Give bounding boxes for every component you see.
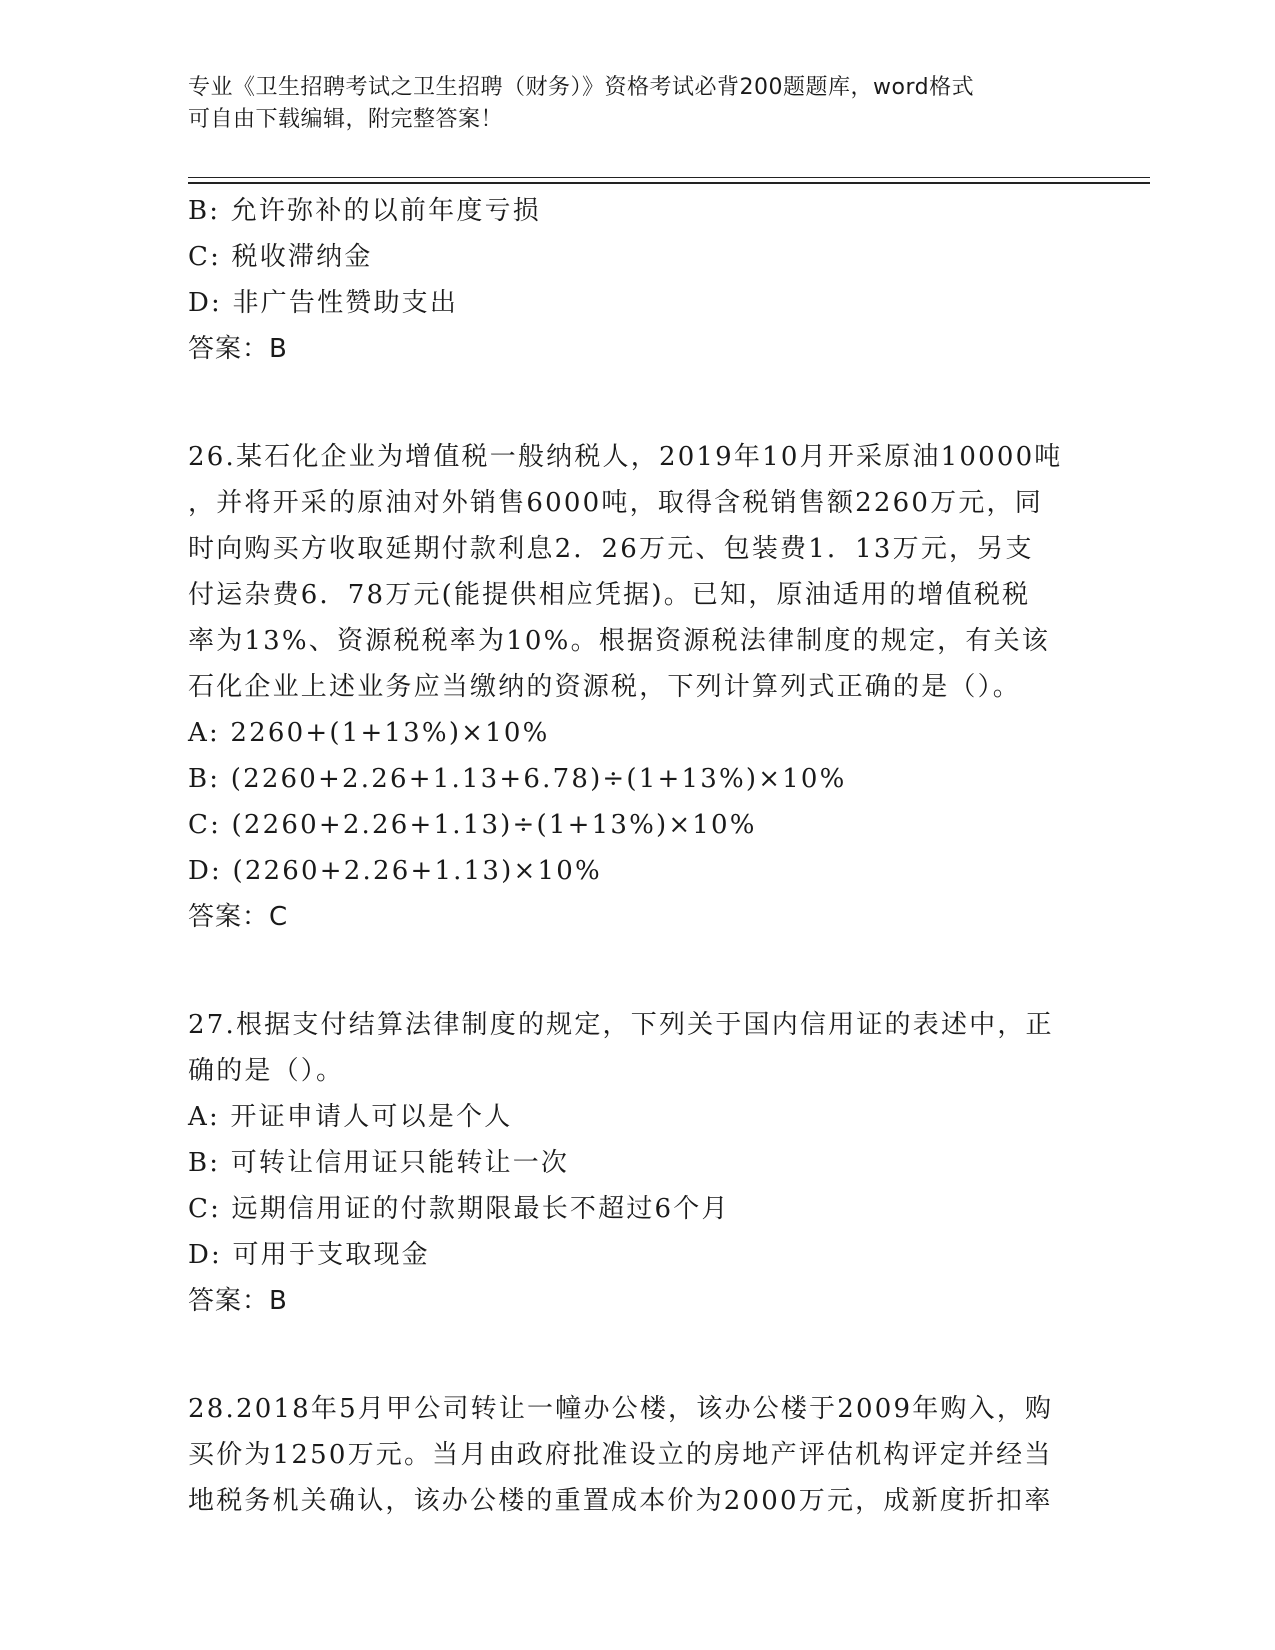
question-text-line: 28.2018年5月甲公司转让一幢办公楼，该办公楼于2009年购入，购	[188, 1394, 1054, 1424]
question-text-line: 时向购买方收取延期付款利息2．26万元、包装费1．13万元，另支	[188, 534, 1034, 564]
option-d: D: 可用于支取现金	[188, 1240, 430, 1270]
question-text-line: 率为13%、资源税税率为10%。根据资源税法律制度的规定，有关该	[188, 626, 1050, 656]
option-a: A: 2260+(1+13%)×10%	[188, 718, 550, 748]
option-c: C: 远期信用证的付款期限最长不超过6个月	[188, 1194, 730, 1224]
question-text-line: 地税务机关确认，该办公楼的重置成本价为2000万元，成新度折扣率	[188, 1486, 1053, 1516]
header-divider-bottom	[188, 182, 1150, 184]
answer: 答案：C	[188, 902, 289, 932]
question-28	[188, 1386, 1068, 1524]
answer: 答案：B	[188, 334, 288, 364]
document-header	[188, 72, 1088, 136]
question-text-line: 买价为1250万元。当月由政府批准设立的房地产评估机构评定并经当	[188, 1440, 1053, 1470]
spacer	[188, 372, 1068, 434]
question-27	[188, 1002, 1068, 1324]
header-divider-top	[188, 177, 1150, 178]
question-26	[188, 434, 1068, 940]
option-d: D: (2260+2.26+1.13)×10%	[188, 856, 602, 886]
option-d: D: 非广告性赞助支出	[188, 288, 459, 318]
option-c: C: (2260+2.26+1.13)÷(1+13%)×10%	[188, 810, 757, 840]
question-text-line: 确的是（）。	[188, 1056, 345, 1086]
header-line-2: 可自由下载编辑，附完整答案！	[188, 107, 504, 132]
question-25-tail	[188, 188, 1068, 372]
question-text-line: 27.根据支付结算法律制度的规定，下列关于国内信用证的表述中，正	[188, 1010, 1054, 1040]
option-c: C: 税收滞纳金	[188, 242, 373, 272]
question-text-line: ，并将开采的原油对外销售6000吨，取得含税销售额2260万元，同	[188, 488, 1043, 518]
question-text-line: 26.某石化企业为增值税一般纳税人，2019年10月开采原油10000吨	[188, 442, 1063, 472]
document-body	[188, 188, 1068, 1524]
option-b: B: 可转让信用证只能转让一次	[188, 1148, 570, 1178]
header-line-1: 专业《卫生招聘考试之卫生招聘（财务）》资格考试必背200题题库，word格式	[188, 75, 975, 100]
option-b: B: 允许弥补的以前年度亏损	[188, 196, 541, 226]
option-a: A: 开证申请人可以是个人	[188, 1102, 513, 1132]
spacer	[188, 1324, 1068, 1386]
question-text-line: 石化企业上述业务应当缴纳的资源税，下列计算列式正确的是（）。	[188, 672, 1022, 702]
question-text-line: 付运杂费6．78万元(能提供相应凭据)。已知，原油适用的增值税税	[188, 580, 1031, 610]
answer: 答案：B	[188, 1286, 288, 1316]
option-b: B: (2260+2.26+1.13+6.78)÷(1+13%)×10%	[188, 764, 847, 794]
spacer	[188, 940, 1068, 1002]
